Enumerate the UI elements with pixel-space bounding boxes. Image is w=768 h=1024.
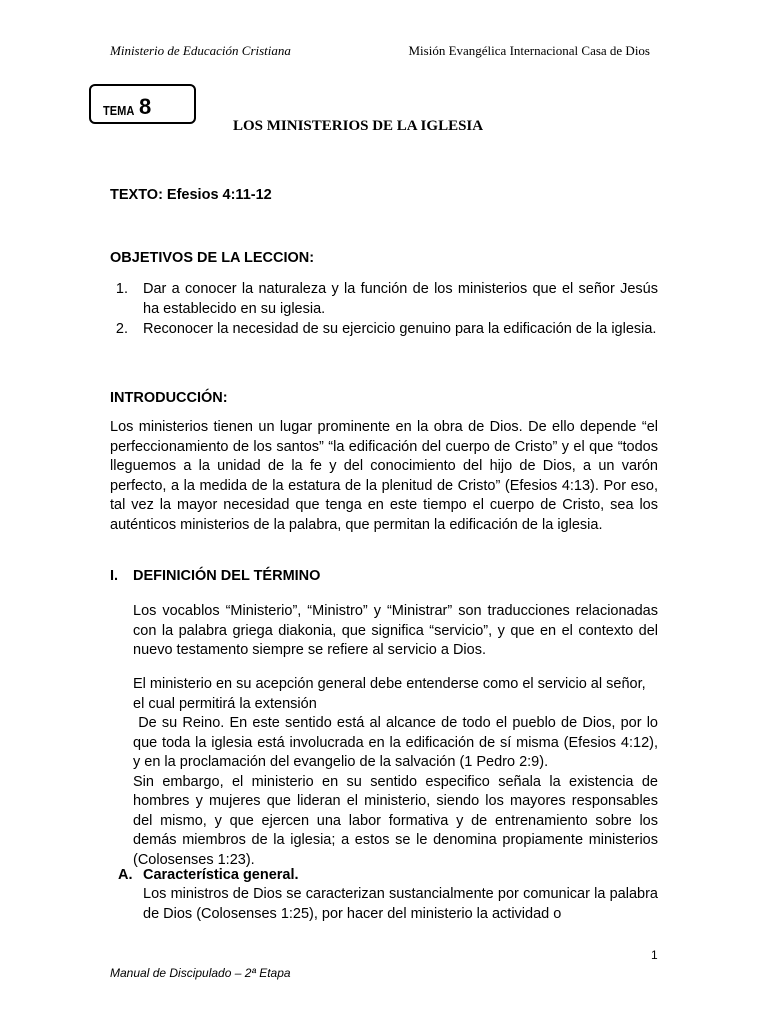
tema-badge [89,84,196,124]
section-heading: DEFINICIÓN DEL TÉRMINO [133,568,321,584]
list-item [110,280,658,319]
list-text: Reconocer la necesidad de su ejercicio genuino para la edificación de la iglesia. [143,321,657,337]
tema-label: TEMA [103,103,135,118]
footer-manual: Manual de Discipulado – 2ª Etapa [110,966,291,980]
subsection-heading: Característica general. [143,867,299,883]
introduction-heading: INTRODUCCIÓN: [110,390,228,406]
objectives-heading: OBJETIVOS DE LA LECCION: [110,250,315,266]
list-item [110,320,658,340]
definition-paragraph-2 [133,675,663,870]
document-title: LOS MINISTERIOS DE LA IGLESIA [233,118,484,134]
scripture-reference: TEXTO: Efesios 4:11-12 [110,187,272,203]
tema-number: 8 [139,94,152,119]
list-number: 1. [115,281,128,297]
list-number: 2. [115,321,128,337]
page-number: 1 [651,948,658,962]
introduction-paragraph: Los ministerios tienen un lugar prominente en la obra de Dios. De ello depende “el perfeccionamiento de los santos” “la edificación del cuerpo de Cristo” y el que “todos lleguemos a la unidad de la fe y del conocimiento del hijo de Dios, a un varón perfecto, a la medida de la estatura de la plenitud de Cristo” (Efesios 4:13). Por eso, tal vez la mayor necesidad que tenga en este tiempo el cuerpo de Cristo, sea los auténticos ministerios de la palabra, que permitan la edificación de la iglesia. [110,419,658,533]
header-ministry: Ministerio de Educación Cristiana [110,43,291,58]
definition-line: De su Reino. En este sentido está al alcance de todo el pueblo de Dios, por lo que toda la iglesia está involucrada en la edificación de sí misma (Efesios 4:12), y en la proclamación del evangelio de la salvación (1 Pedro 2:9). [133,715,663,770]
subsection-paragraph: Los ministros de Dios se caracterizan sustancialmente por comunicar la palabra de Dios (Colosenses 1:25), por hacer del ministerio la actividad o [143,886,658,922]
section-number: I. [110,568,119,584]
definition-paragraph-3: Sin embargo, el ministerio en su sentido especifico señala la existencia de hombres y mujeres que lideran el ministerio, siendo los mayores responsables del mismo, y que ejercen una labor formativa y de entrenamiento sobre los demás miembros de la iglesia; a estos se le denomina propiamente ministerios (Colosenses 1:23). [133,773,658,868]
header-church: Misión Evangélica Internacional Casa de Dios [408,43,650,58]
definition-line: El ministerio en su acepción general debe entenderse como el servicio al señor, el cual permitirá la extensión [133,676,646,712]
list-text: Dar a conocer la naturaleza y la función de los ministerios que el señor Jesús ha establecido en su iglesia. [143,281,658,317]
definition-paragraph-1: Los vocablos “Ministerio”, “Ministro” y “Ministrar” son traducciones relacionadas con la palabra griega diakonia, que significa “servicio”, y que en el contexto del nuevo testamento siempre se refiere al servicio a Dios. [133,603,658,658]
subsection-letter: A. [118,867,133,883]
objectives-list [110,280,658,341]
